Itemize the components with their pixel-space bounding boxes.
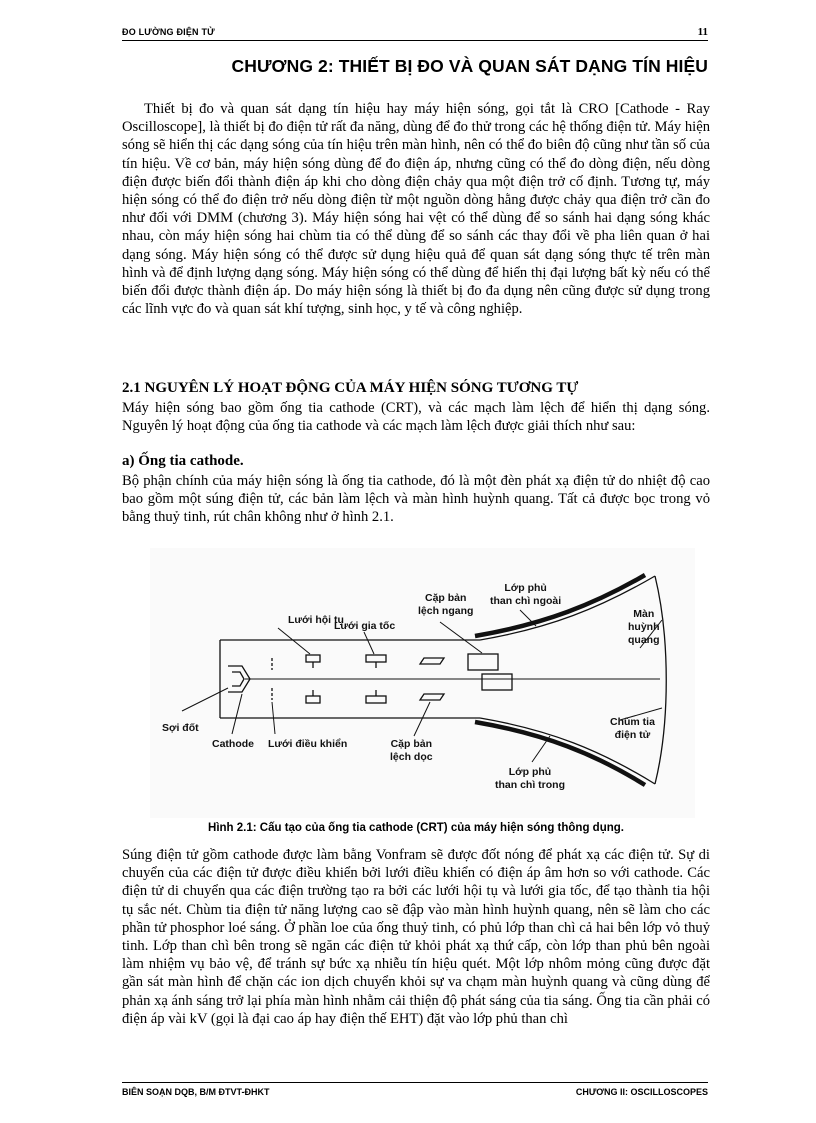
label-filament: Sợi đốt (162, 722, 199, 734)
vertical-plate-top (420, 658, 444, 664)
electron-gun-paragraph: Súng điện tử gồm cathode được làm bằng Vonfram sẽ được đốt nóng để phát xạ các điện tử. Sự di chuyển của các điện tử được điều khiển bởi lưới điều khiển có điện áp âm hơn so với cathode. Các điện tử di chuyển qua các điện trường tạo ra bởi các lưới hội tụ và lưới gia tốc, để tạo thành tia hội tụ sắc nét. Chùm tia điện tử năng lượng cao sẽ đập vào màn hình huỳnh quang, nên sẽ làm cho các phần tử phosphor loé sáng. Ở phần loe của ống thuỷ tinh, có phủ lớp than chì cả hai bên lớp vỏ thuỷ tinh. Lớp than chì bên trong sẽ ngăn các điện tử khỏi phát xạ thứ cấp, còn lớp than phủ bên ngoài làm nhiệm vụ bảo vệ, để tránh sự bức xạ nhiễu tín hiệu quét. Một lớp nhôm mỏng cũng được đặt gần sát màn hình để chặn các ion dịch chuyển khỏi sự va chạm màn huỳnh quang và cũng dùng để phản xạ ánh sáng trở lại phía màn hình nhằm cải thiện độ phát sáng của tia sáng. Ống tia cần phải có điện áp vài kV (gọi là đại cao áp hay điện thế EHT) đặt vào lớp phủ than chì (122, 847, 710, 1027)
footer-author: BIÊN SOẠN DQB, B/M ĐTVT-ĐHKT (122, 1087, 270, 1097)
intro-paragraph: Thiết bị đo và quan sát dạng tín hiệu hay máy hiện sóng, gọi tắt là CRO [Cathode - Ray Oscilloscope], là thiết bị đo điện tử rất đa năng, dùng để đo thử trong các hệ thống điện tử. Máy hiện sóng sẽ hiển thị các dạng sóng của tín hiệu trên màn hình, nên có thể đo biên độ cũng như tần số của tín hiệu. Về cơ bản, máy hiện sóng dùng để đo điện áp, nhưng cũng có thể đo dòng điện, nếu dòng điện được biến đổi thành điện áp khi cho dòng điện chảy qua một điện trở cố định. Tương tự, máy hiện sóng có thể đo điện trở nếu dòng điện từ một nguồn dòng hằng được chảy qua điện trở cần đo như đối với DMM (chương 3). Máy hiện sóng hai vệt có thể dùng để so sánh hai dạng sóng khác nhau, còn máy hiện sóng hai chùm tia có thể dùng để so sánh các thay đổi về pha liên quan ở hai dạng sóng. Máy hiện sóng có thể được sử dụng hiệu quả để quan sát dạng sóng thực tế trên màn hình và để định lượng dạng sóng. Máy hiện sóng có thể dùng để hiển thị đại lượng bất kỳ nếu có thể biến đổi được thành điện áp. Do máy hiện sóng là thiết bị đo đa dụng nên cũng được sử dụng trong các lĩnh vực đo và quan sát khí tượng, sinh học, y tế và công nghiệp. (122, 101, 710, 318)
filament-shape (232, 672, 244, 686)
crt-drawing (150, 548, 695, 818)
label-control-grid: Lưới điều khiển (268, 738, 348, 750)
chapter-title: CHƯƠNG 2: THIẾT BỊ ĐO VÀ QUAN SÁT DẠNG TÍN HIỆU (231, 56, 708, 76)
label-horizontal-plates: Cặp bản lệch ngang (418, 592, 474, 617)
label-outer-coating: Lớp phủ than chì ngoài (490, 582, 562, 607)
label-accel-grid: Lưới gia tốc (334, 620, 396, 632)
section-heading: 2.1 NGUYÊN LÝ HOẠT ĐỘNG CỦA MÁY HIỆN SÓNG TƯƠNG TỰ (122, 380, 579, 396)
focus-grid-bottom (306, 696, 320, 703)
footer-chapter: CHƯƠNG II: OSCILLOSCOPES (575, 1087, 708, 1097)
crt-intro-paragraph: Bộ phận chính của máy hiện sóng là ống tia cathode, đó là một đèn phát xạ điện tử do nhiệt độ cao bao gồm một súng điện tử, các bản làm lệch và màn hình huỳnh quang. Tất cả được bọc trong vỏ bằng thuỷ tinh, rút chân không như ở hình 2.1. (122, 473, 710, 526)
page-footer (122, 1082, 708, 1097)
figure-caption: Hình 2.1: Cấu tạo của ống tia cathode (CRT) của máy hiện sóng thông dụng. (208, 822, 624, 834)
crt-diagram (150, 548, 695, 818)
horizontal-plate-2 (482, 674, 512, 690)
horizontal-plate-1 (468, 654, 498, 670)
page-header (122, 26, 708, 41)
label-cathode: Cathode (212, 738, 254, 750)
accel-grid-top (366, 655, 386, 662)
label-focus-grid: Lưới hội tụ (288, 614, 344, 626)
principle-paragraph: Máy hiện sóng bao gồm ống tia cathode (CRT), và các mạch làm lệch để hiển thị dạng sóng. Nguyên lý hoạt động của ống tia cathode và các mạch làm lệch được giải thích như sau: (122, 400, 710, 435)
label-vertical-plates: Cặp bản lệch dọc (390, 738, 433, 763)
page-number: 11 (697, 26, 708, 38)
label-electron-beam: Chùm tia điện tử (610, 716, 655, 741)
subsection-heading: a) Ống tia cathode. (122, 453, 244, 469)
header-title: ĐO LƯỜNG ĐIỆN TỬ (122, 27, 215, 37)
label-screen: Màn huỳnh quang (628, 608, 660, 646)
label-inner-coating: Lớp phủ than chì trong (495, 766, 565, 791)
focus-grid-top (306, 655, 320, 662)
vertical-plate-bottom (420, 694, 444, 700)
accel-grid-bottom (366, 696, 386, 703)
